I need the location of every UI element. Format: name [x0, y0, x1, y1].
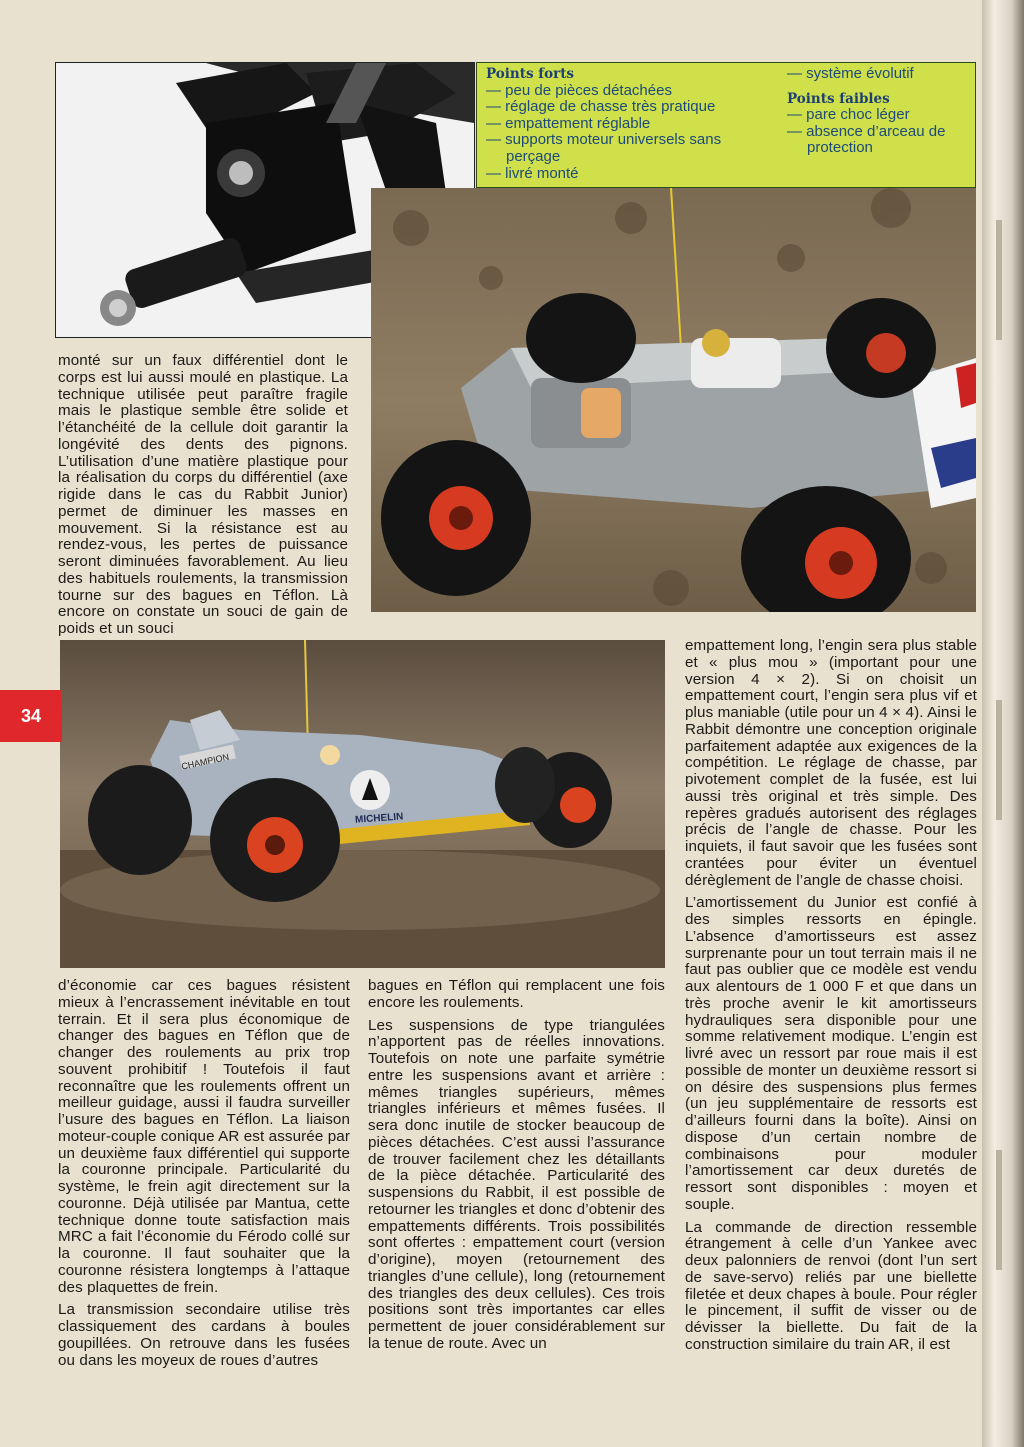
strong-point: — réglage de chasse très pratique [486, 98, 716, 116]
weak-point: — pare choc léger [787, 106, 910, 124]
strong-point: — livré monté [486, 164, 579, 182]
paragraph: empattement long, l’engin sera plus stable et « plus mou » (important pour une version 4 × 2). Si on choisit un empattement court, l’engin sera plus vif et plus maniable (utile pour un 4 × 4). Ainsi le Rabbit démontre une conception originale parfaitement adaptée aux exigences de la compétition. Le réglage de chasse, par pivotement complet de la fusée, est lui aussi très original et très simple. Des repères gradués autorisent des réglages précis de l’angle de chasse. Pour les inquiets, il faut savoir que les fusées sont crantées pour éviter un éventuel dérèglement de l’angle de chasse choisi. [685, 637, 977, 889]
page-number: 34 [0, 690, 62, 742]
paragraph: L’amortissement du Junior est confié à des simples ressorts en épingle. L’absence d’amortisseurs est assez surprenante pour un tout terrain mais il ne faut pas oublier que ce modèle est vendu aux alentours de 1 000 F et que dans un très proche avenir le kit amortisseurs hydrauliques sera disponible pour une somme relativement modique. L’engin est livré avec un ressort par roue mais il est possible de monter un deuxième ressort si on désire des suspensions plus fermes (un jeu supplémentaire de ressorts est d’ailleurs fourni dans la boîte). Ainsi on dispose d’un certain nombre de combinaisons pour moduler l’amortissement car deux duretés de ressort sont disponibles : moyen et souple. [685, 894, 977, 1213]
paragraph: La transmission secondaire utilise très classiquement des cardans à boules goupillées. On retrouve dans les fusées ou dans les moyeux de roues d’autres [58, 1301, 350, 1369]
text-column-bottom-left [58, 978, 350, 1375]
weak-points [787, 66, 972, 157]
strong-point: — supports moteur universels sans perçage [486, 131, 722, 165]
weak-point: — absence d’arceau de protection [787, 122, 946, 157]
strong-points [486, 66, 776, 182]
champion-logo: CHAMPION [180, 751, 230, 772]
strong-points-title: Points forts [486, 66, 575, 82]
car-racing-photo [60, 640, 665, 968]
page-edge [982, 0, 1024, 1447]
paragraph: La commande de direction ressemble étrangement à celle d’un Yankee avec deux palonniers de renvoi (dont l’un sert de save-servo) reliés par une biellette filetée et deux chapes à boule. Pour régler le pincement, il suffit de visser ou de dévisser la biellette. Du fait de la construction similaire du train AR, il est [685, 1218, 977, 1353]
weak-points-title: Points faibles [787, 90, 890, 107]
paragraph: d’économie car ces bagues résistent mieux à l’encrassement inévitable en tout terrain. Et il sera plus économique de changer des bagues en Téflon que de changer des roulements au prix trop souvent prohibitif ! Toutefois il faut reconnaître que les roulements offrent un meilleur guidage, aussi il faudra surveiller l’usure des bagues en Téflon. La liaison moteur-couple conique AR est assurée par un deuxième faux différentiel qui supporte la couronne principale. Particularité du système, le frein agit directement sur la couronne. Déjà utilisée par Mantua, cette technique donne toute satisfaction mais MRC a fait l’économie du Férodo collé sur la couronne. Il faut souhaiter que la couronne résistera longtemps à l’attaque des plaquettes de frein. [58, 977, 350, 1296]
strong-point: — peu de pièces détachées [486, 81, 672, 99]
paragraph: bagues en Téflon qui remplacent une fois encore les roulements. [368, 977, 665, 1011]
text-column-bottom-middle [368, 978, 665, 1359]
strong-point: — empattement réglable [486, 114, 651, 132]
chassis-color-photo [371, 188, 976, 612]
text-column-right [685, 638, 977, 1360]
michelin-logo: MICHELIN [354, 811, 404, 826]
points-box [476, 62, 976, 188]
text-column-top-left [58, 353, 348, 644]
paragraph: monté sur un faux différentiel dont le corps est lui aussi moulé en plastique. La technique utilisée peut paraître fragile mais le plastique semble être solide et l’étanchéité de la cellule doit garantir la longévité des dents des pignons. L’utilisation d’une matière plastique pour la réalisation du corps du différentiel (axe rigide dans le cas du Rabbit Junior) permet de diminuer les masses en mouvement. Si la résistance est au rendez-vous, les pertes de puissance seront diminuées favorablement. Au lieu des habituels roulements, la transmission tourne sur des bagues en Téflon. Là encore on constate un souci de gain de poids et un souci [58, 352, 348, 637]
strong-point: — système évolutif [787, 65, 914, 82]
paragraph: Les suspensions de type triangulées n’apportent pas de réelles innovations. Toutefois on note une parfaite symétrie entre les suspensions avant et arrière : mêmes triangles supérieurs, mêmes triangles inférieurs et mêmes fusées. Il sera donc inutile de stocker beaucoup de pièces détachées. C’est aussi l’assurance de trouver facilement chez les détaillants de la pièce détachée. Particularité des suspensions du Rabbit, il est possible de retourner les triangles et donc d’obtenir des empattements différents. Trois possibilités sont offertes : empattement court (version d’origine), moyen (retournement des triangles d’une cellule), long (retournement des triangles des deux cellules). Ces trois positions sont très importantes car elles permettent de jouer considérablement sur la tenue de route. Avec un [368, 1016, 665, 1352]
